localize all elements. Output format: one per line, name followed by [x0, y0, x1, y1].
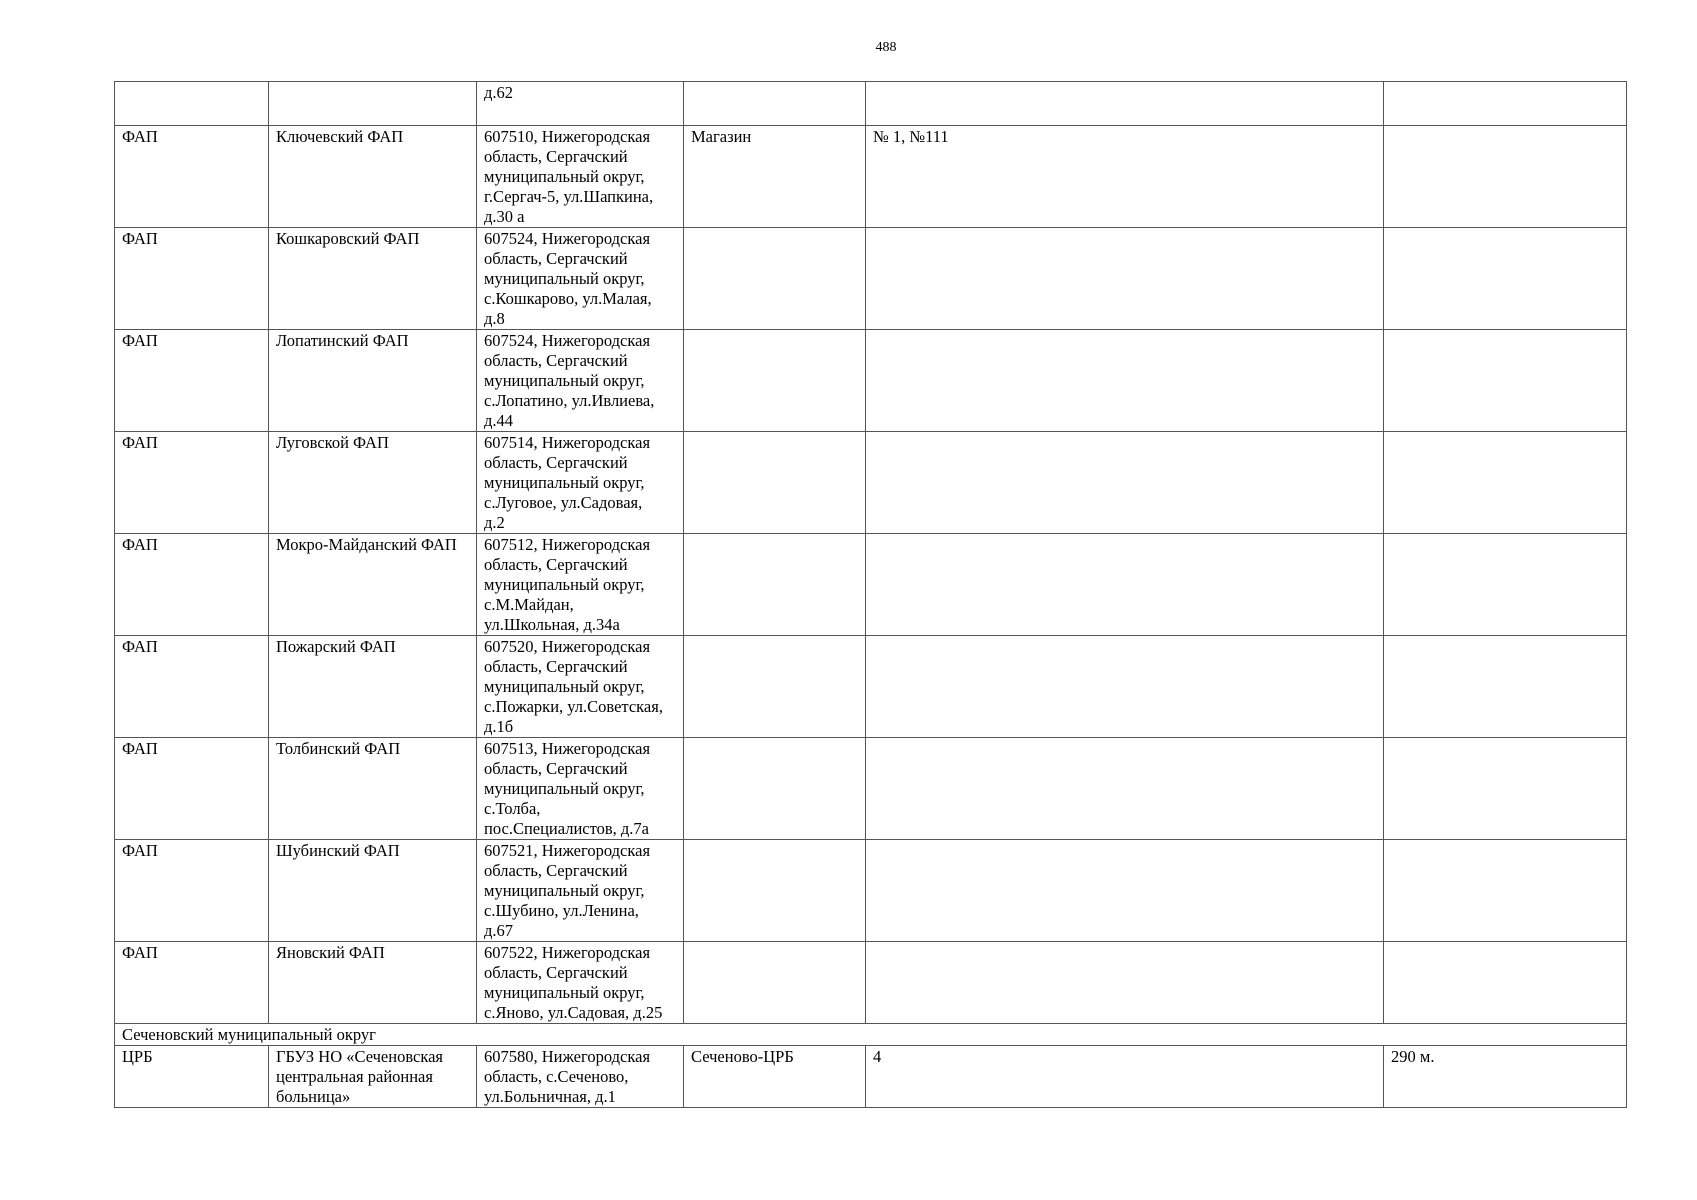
address-line: 607524, Нижегородская	[484, 229, 651, 248]
facility-type-cell	[115, 82, 269, 126]
distance-cell	[1384, 82, 1627, 126]
address-line: ул.Больничная, д.1	[484, 1087, 616, 1106]
table-row	[115, 432, 1627, 534]
address-line: г.Сергач-5, ул.Шапкина,	[484, 187, 654, 206]
routes-cell: № 1, №111	[866, 126, 1384, 228]
address-line: муниципальный округ,	[484, 371, 645, 390]
address-line: муниципальный округ,	[484, 167, 645, 186]
name-line: ГБУЗ НО «Сеченовская	[276, 1047, 444, 1066]
facility-type-cell: ФАП	[115, 534, 269, 636]
bus-stop-cell: Магазин	[684, 126, 866, 228]
distance-cell	[1384, 942, 1627, 1024]
bus-stop-cell	[684, 330, 866, 432]
table-row	[115, 1046, 1627, 1108]
address-line: д.30 а	[484, 207, 525, 226]
address-line: ул.Школьная, д.34а	[484, 615, 620, 634]
address-line: с.Кошкарово, ул.Малая,	[484, 289, 652, 308]
address-line: 607512, Нижегородская	[484, 535, 651, 554]
address-cell	[477, 228, 684, 330]
address-line: муниципальный округ,	[484, 983, 645, 1002]
facility-name-cell: Мокро-Майданский ФАП	[269, 534, 477, 636]
address-cell: д.62	[477, 82, 684, 126]
facility-type-cell: ЦРБ	[115, 1046, 269, 1108]
distance-cell: 290 м.	[1384, 1046, 1627, 1108]
facility-name-cell: Луговской ФАП	[269, 432, 477, 534]
section-title: Сеченовский муниципальный округ	[115, 1024, 1627, 1046]
address-line: область, Сергачский	[484, 963, 628, 982]
address-cell	[477, 1046, 684, 1108]
routes-cell	[866, 82, 1384, 126]
address-line: муниципальный округ,	[484, 881, 645, 900]
distance-cell	[1384, 636, 1627, 738]
name-line: больница»	[276, 1087, 351, 1106]
address-line: д.44	[484, 411, 514, 430]
table-row	[115, 228, 1627, 330]
address-line: область, Сергачский	[484, 249, 628, 268]
facility-name-cell: Лопатинский ФАП	[269, 330, 477, 432]
table-row	[115, 82, 1627, 126]
table-row	[115, 126, 1627, 228]
facility-name-cell: Толбинский ФАП	[269, 738, 477, 840]
address-line: область, Сергачский	[484, 759, 628, 778]
facility-name-cell	[269, 82, 477, 126]
facility-type-cell: ФАП	[115, 330, 269, 432]
facility-type-cell: ФАП	[115, 126, 269, 228]
address-line: д.8	[484, 309, 505, 328]
table-row	[115, 738, 1627, 840]
table-row	[115, 942, 1627, 1024]
bus-stop-cell	[684, 942, 866, 1024]
facility-name-cell	[269, 1046, 477, 1108]
address-line: с.Толба,	[484, 799, 541, 818]
table-row	[115, 840, 1627, 942]
routes-cell	[866, 534, 1384, 636]
distance-cell	[1384, 534, 1627, 636]
address-line: 607513, Нижегородская	[484, 739, 651, 758]
facility-type-cell: ФАП	[115, 636, 269, 738]
bus-stop-cell	[684, 636, 866, 738]
table-row	[115, 534, 1627, 636]
bus-stop-cell: Сеченово-ЦРБ	[684, 1046, 866, 1108]
address-cell	[477, 330, 684, 432]
address-line: с.М.Майдан,	[484, 595, 574, 614]
address-line: д.67	[484, 921, 514, 940]
page-number: 488	[875, 40, 897, 55]
bus-stop-cell	[684, 82, 866, 126]
address-cell	[477, 738, 684, 840]
address-line: 607520, Нижегородская	[484, 637, 651, 656]
address-cell	[477, 636, 684, 738]
section-header-row	[115, 1024, 1627, 1046]
address-line: пос.Специалистов, д.7а	[484, 819, 649, 838]
address-line: область, Сергачский	[484, 861, 628, 880]
routes-cell	[866, 942, 1384, 1024]
address-line: муниципальный округ,	[484, 575, 645, 594]
facility-name-cell: Пожарский ФАП	[269, 636, 477, 738]
address-line: область, с.Сеченово,	[484, 1067, 629, 1086]
address-line: муниципальный округ,	[484, 269, 645, 288]
address-line: область, Сергачский	[484, 351, 628, 370]
bus-stop-cell	[684, 228, 866, 330]
address-line: муниципальный округ,	[484, 473, 645, 492]
address-line: с.Пожарки, ул.Советская,	[484, 697, 663, 716]
routes-cell	[866, 738, 1384, 840]
distance-cell	[1384, 840, 1627, 942]
address-line: 607522, Нижегородская	[484, 943, 651, 962]
routes-cell	[866, 432, 1384, 534]
address-cell	[477, 840, 684, 942]
routes-cell: 4	[866, 1046, 1384, 1108]
address-line: с.Луговое, ул.Садовая,	[484, 493, 643, 512]
distance-cell	[1384, 126, 1627, 228]
address-cell	[477, 534, 684, 636]
bus-stop-cell	[684, 738, 866, 840]
address-line: д.2	[484, 513, 505, 532]
address-line: д.1б	[484, 717, 514, 736]
address-line: область, Сергачский	[484, 147, 628, 166]
address-line: муниципальный округ,	[484, 677, 645, 696]
facility-name-cell: Кошкаровский ФАП	[269, 228, 477, 330]
address-line: 607510, Нижегородская	[484, 127, 651, 146]
facility-type-cell: ФАП	[115, 432, 269, 534]
facility-type-cell: ФАП	[115, 738, 269, 840]
table-row	[115, 330, 1627, 432]
address-line: муниципальный округ,	[484, 779, 645, 798]
address-cell	[477, 126, 684, 228]
facility-name-cell: Шубинский ФАП	[269, 840, 477, 942]
address-line: 607524, Нижегородская	[484, 331, 651, 350]
distance-cell	[1384, 432, 1627, 534]
facility-name-cell: Яновский ФАП	[269, 942, 477, 1024]
distance-cell	[1384, 228, 1627, 330]
address-line: 607521, Нижегородская	[484, 841, 651, 860]
facilities-table	[114, 81, 1627, 1108]
bus-stop-cell	[684, 840, 866, 942]
table-row	[115, 636, 1627, 738]
distance-cell	[1384, 330, 1627, 432]
routes-cell	[866, 636, 1384, 738]
facility-type-cell: ФАП	[115, 228, 269, 330]
facility-type-cell: ФАП	[115, 942, 269, 1024]
address-line: с.Яново, ул.Садовая, д.25	[484, 1003, 663, 1022]
facility-type-cell: ФАП	[115, 840, 269, 942]
bus-stop-cell	[684, 534, 866, 636]
address-line: область, Сергачский	[484, 657, 628, 676]
routes-cell	[866, 330, 1384, 432]
name-line: центральная районная	[276, 1067, 433, 1086]
address-line: с.Шубино, ул.Ленина,	[484, 901, 639, 920]
address-line: 607580, Нижегородская	[484, 1047, 651, 1066]
routes-cell	[866, 840, 1384, 942]
routes-cell	[866, 228, 1384, 330]
distance-cell	[1384, 738, 1627, 840]
bus-stop-cell	[684, 432, 866, 534]
address-cell	[477, 942, 684, 1024]
address-line: 607514, Нижегородская	[484, 433, 651, 452]
address-line: с.Лопатино, ул.Ивлиева,	[484, 391, 655, 410]
address-line: область, Сергачский	[484, 555, 628, 574]
address-line: область, Сергачский	[484, 453, 628, 472]
address-cell	[477, 432, 684, 534]
facility-name-cell: Ключевский ФАП	[269, 126, 477, 228]
